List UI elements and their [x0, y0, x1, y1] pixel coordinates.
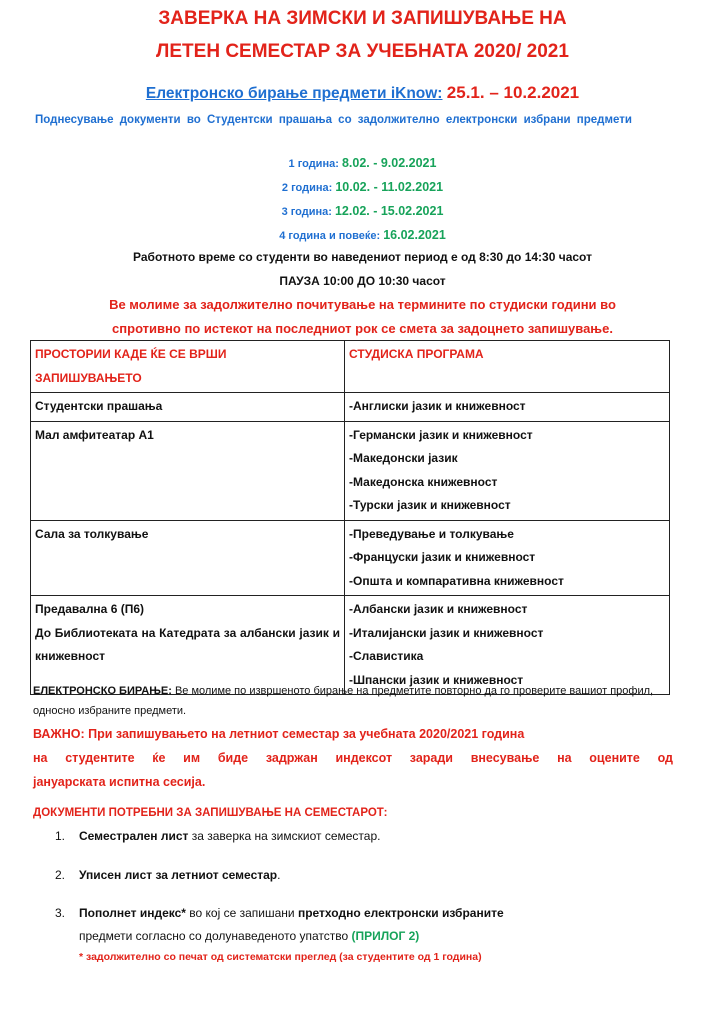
schedule-year-4	[0, 228, 725, 242]
item-number: 3.	[55, 906, 66, 920]
item-bold-b: претходно електронски избраните	[297, 906, 504, 920]
program-item: -Англиски јазик и книжевност	[349, 399, 526, 413]
program-item: -Албански јазик и книжевност	[349, 602, 528, 616]
pause-time: ПАУЗА 10:00 ДО 10:30 часот	[279, 274, 446, 288]
intro-text: Поднесување документи во Студентски прашања со задолжително електронски избрани предмети	[35, 114, 632, 126]
documents-heading: ДОКУМЕНТИ ПОТРЕБНИ ЗА ЗАПИШУВАЊЕ НА СЕМЕСТАРОТ:	[33, 807, 388, 819]
item-rest: за заверка на зимскиот семестар.	[188, 829, 381, 843]
program-item: -Македонски јазик	[349, 451, 458, 465]
item-number: 2.	[55, 868, 66, 882]
working-hours: Работното време со студенти во наведениот период е од 8:30 до 14:30 часот	[133, 250, 592, 264]
table-row	[31, 393, 670, 422]
table-header-row	[31, 341, 670, 393]
rooms-table	[30, 340, 670, 695]
program-item: -Италијански јазик и книжевност	[349, 625, 544, 640]
schedule-year-1	[0, 156, 725, 170]
programs-cell	[345, 596, 670, 695]
title-line-2: ЛЕТЕН СЕМЕСТАР ЗА УЧЕБНАТА 2020/ 2021	[156, 41, 569, 62]
program-item: -Славистика	[349, 649, 424, 663]
iknow-dates: 25.1. – 10.2.2021	[446, 83, 580, 102]
programs-cell	[345, 520, 670, 596]
programs-cell	[345, 421, 670, 520]
header-programs: СТУДИСКА ПРОГРАМА	[345, 341, 670, 393]
table-row	[31, 421, 670, 520]
title-line-1: ЗАВЕРКА НА ЗИМСКИ И ЗАПИШУВАЊЕ НА	[158, 8, 567, 29]
program-item: -Турски јазик и книжевност	[349, 498, 511, 512]
document-item-1	[55, 829, 675, 843]
warning-line-1: Ве молиме за задолжително почитување на термините по студиски години во	[109, 297, 616, 312]
iknow-label[interactable]: Електронско бирање предмети iKnow:	[145, 85, 443, 102]
iknow-line	[0, 83, 725, 103]
item-rest: .	[277, 868, 281, 882]
table-row	[31, 596, 670, 695]
room-cell: Сала за толкување	[31, 520, 345, 596]
room-cell: Студентски прашања	[31, 393, 345, 422]
schedule-year-3	[0, 204, 725, 218]
document-item-2	[55, 868, 675, 882]
schedule-dates: 8.02. - 9.02.2021	[341, 156, 437, 170]
important-line-3: јануарската испитна сесија.	[33, 775, 206, 789]
room-cell	[31, 596, 345, 695]
important-line-2: на студентите ќе им биде задржан индексот заради внесување на оцените од	[33, 751, 673, 765]
header-rooms-line-1: ПРОСТОРИИ КАДЕ ЌЕ СЕ ВРШИ	[35, 347, 227, 361]
header-rooms	[31, 341, 345, 393]
item-bold: Уписен лист за летниот семестар	[79, 868, 278, 882]
schedule-label: 3 година:	[281, 206, 332, 218]
program-item: -Француски јазик и книжевност	[349, 550, 536, 564]
program-item: -Германски јазик и книжевност	[349, 427, 533, 442]
header-rooms-line-2: ЗАПИШУВАЊЕТО	[35, 370, 142, 385]
item-bold: Семестрален лист	[79, 829, 189, 843]
document-item-3	[55, 906, 675, 920]
warning-line-2: спротивно по истекот на последниот рок се смета за задоцнето запишување.	[112, 321, 613, 336]
schedule-label: 2 година:	[281, 182, 333, 194]
electronic-note-label: ЕЛЕКТРОНСКО БИРАЊЕ:	[33, 685, 172, 697]
program-item: -Преведување и толкување	[349, 526, 514, 541]
program-item: -Шпански јазик и книжевност	[349, 672, 524, 687]
room-cell: Мал амфитеатар А1	[31, 421, 345, 520]
schedule-dates: 10.02. - 11.02.2021	[335, 180, 444, 194]
programs-cell	[345, 393, 670, 422]
program-item: -Македонска книжевност	[349, 474, 498, 489]
room-location: До Библиотеката на Катедрата за албански јазик и книжевност	[35, 625, 340, 663]
electronic-note	[33, 681, 683, 721]
table-row	[31, 520, 670, 596]
item-rest: во кој се запишани	[185, 906, 298, 920]
footnote: * задолжително со печат од систематски преглед (за студентите од 1 година)	[79, 951, 482, 963]
room-name: Предавална 6 (П6)	[35, 602, 144, 616]
schedule-dates: 12.02. - 15.02.2021	[334, 204, 444, 218]
important-line-1: ВАЖНО: При запишувањето на летниот семестар за учебната 2020/2021 година	[33, 727, 525, 741]
document-item-3-line-2	[79, 929, 419, 943]
annex-label: (ПРИЛОГ 2)	[351, 929, 420, 943]
program-item: -Општа и компаративна книжевност	[349, 573, 564, 588]
item-bold: Пополнет индекс*	[79, 906, 186, 920]
schedule-label: 1 година:	[288, 158, 339, 170]
item-line-2: предмети согласно со долунаведеното упатство	[79, 929, 352, 943]
schedule-dates: 16.02.2021	[383, 228, 446, 242]
schedule-year-2	[0, 180, 725, 194]
schedule-label: 4 година и повеќе:	[279, 230, 381, 242]
item-number: 1.	[55, 829, 66, 843]
electronic-note-text: Ве молиме по извршеното бирање на предметите повторно да го проверите вашиот профил, односно избраните предмети.	[33, 685, 654, 717]
